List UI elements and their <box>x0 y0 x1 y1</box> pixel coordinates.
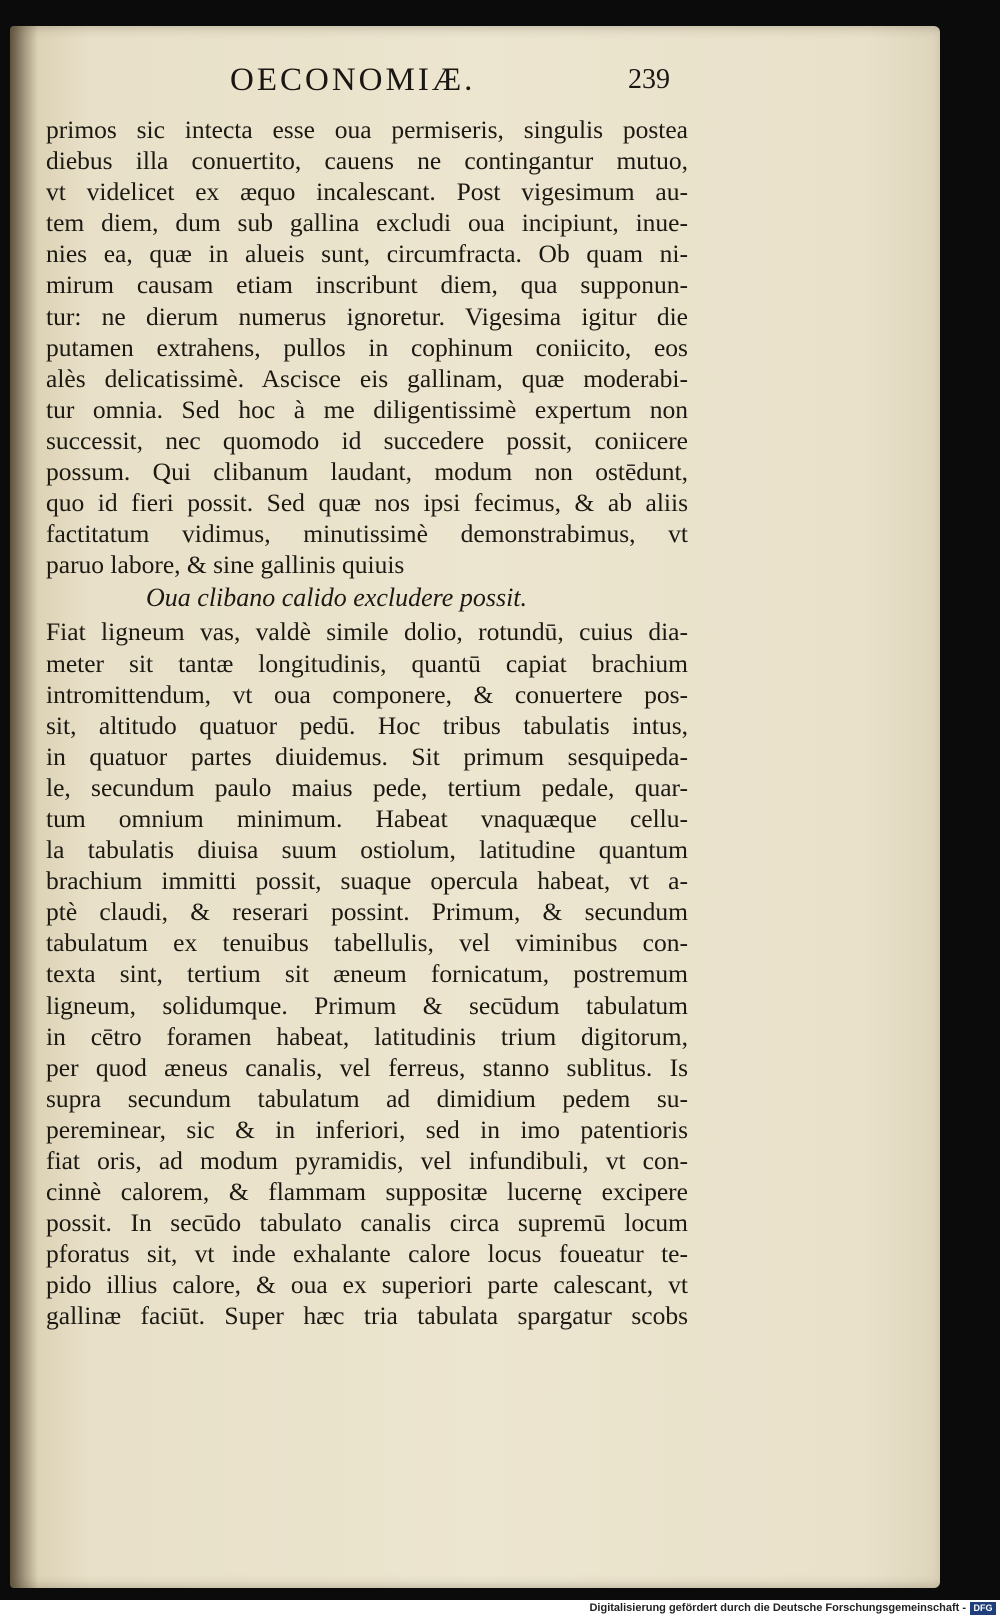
text-line: intromittendum, vt oua componere, & conuertere pos- <box>46 679 688 709</box>
text-line: meter sit tantæ longitudinis, quantū capiat brachium <box>46 648 688 678</box>
text-line: tum omnium minimum. Habeat vnaquæque cellu- <box>46 803 688 833</box>
text-line: cinnè calorem, & flammam suppositæ lucernę excipere <box>46 1177 688 1207</box>
paragraph-2 <box>46 616 688 1331</box>
text-block <box>46 114 688 1332</box>
text-line: sit, altitudo quatuor pedū. Hoc tribus tabulatis intus, <box>46 710 688 740</box>
text-line: tem diem, dum sub gallina excludi oua incipiunt, inue- <box>46 208 688 238</box>
text-line: factitatum vidimus, minutissimè demonstrabimus, vt <box>46 519 688 549</box>
text-line: nies ea, quæ in alueis sunt, circumfracta. Ob quam ni- <box>46 239 688 269</box>
footer-credit: Digitalisierung gefördert durch die Deutsche Forschungsgemeinschaft - <box>589 1602 966 1614</box>
text-line: quo id fieri possit. Sed quæ nos ipsi fecimus, & ab aliis <box>46 488 688 518</box>
running-head: OECONOMIÆ. <box>230 62 476 98</box>
text-line: paruo labore, & sine gallinis quiuis <box>46 550 405 580</box>
text-line: ptè claudi, & reserari possint. Primum, & secundum <box>46 897 688 927</box>
text-line: vt videlicet ex æquo incalescant. Post vigesimum au- <box>46 177 688 207</box>
text-line: brachium immitti possit, suaque opercula habeat, vt a- <box>46 866 688 896</box>
paragraph-1 <box>46 114 688 580</box>
text-line: possit. In secūdo tabulato canalis circa supremū locum <box>46 1208 688 1238</box>
text-line: supra secundum tabulatum ad dimidium pedem su- <box>46 1083 688 1113</box>
text-line: ligneum, solidumque. Primum & secūdum tabulatum <box>46 990 688 1020</box>
text-line: pereminear, sic & in inferiori, sed in imo patentioris <box>46 1114 688 1144</box>
text-line: possum. Qui clibanum laudant, modum non ostēdunt, <box>46 457 688 487</box>
text-line: tur omnia. Sed hoc à me diligentissimè expertum non <box>46 394 688 424</box>
text-line: la tabulatis diuisa suum ostiolum, latitudine quantum <box>46 835 688 865</box>
text-line: mirum causam etiam inscribunt diem, qua supponun- <box>46 270 688 300</box>
section-heading: Oua clibano calido excludere possit. <box>146 583 528 613</box>
text-line: pforatus sit, vt inde exhalante calore locus foueatur te- <box>46 1239 688 1269</box>
text-line: in quatuor partes diuidemus. Sit primum sesquipeda- <box>46 741 688 771</box>
text-line: tur: ne dierum numerus ignoretur. Vigesima igitur die <box>46 301 688 331</box>
text-line: primos sic intecta esse oua permiseris, singulis postea <box>46 115 688 144</box>
text-line: successit, nec quomodo id succedere possit, coniicere <box>46 425 688 455</box>
text-line: Fiat ligneum vas, valdè simile dolio, rotundū, cuius dia- <box>46 617 688 647</box>
text-line: texta sint, tertium sit æneum fornicatum, postremum <box>46 959 688 989</box>
text-line: per quod æneus canalis, vel ferreus, stanno sublitus. Is <box>46 1052 688 1082</box>
text-line: gallinæ faciūt. Super hæc tria tabulata spargatur scobs <box>46 1301 688 1331</box>
text-line: alès delicatissimè. Ascisce eis gallinam, quæ moderabi- <box>46 363 688 393</box>
text-line: tabulatum ex tenuibus tabellulis, vel viminibus con- <box>46 928 688 958</box>
text-line: le, secundum paulo maius pede, tertium pedale, quar- <box>46 772 688 802</box>
text-line: diebus illa conuertito, cauens ne contingantur mutuo, <box>46 146 688 176</box>
footer-bar <box>0 1600 1000 1618</box>
text-line: pido illius calore, & oua ex superiori parte calescant, vt <box>46 1270 688 1300</box>
text-line: putamen extrahens, pullos in cophinum coniicito, eos <box>46 332 688 362</box>
page-number: 239 <box>628 64 670 95</box>
text-line: fiat oris, ad modum pyramidis, vel infundibuli, vt con- <box>46 1146 688 1175</box>
text-line: in cētro foramen habeat, latitudinis trium digitorum, <box>46 1021 688 1051</box>
spine-shadow <box>10 26 38 1588</box>
dfg-logo[interactable]: DFG <box>970 1602 996 1615</box>
